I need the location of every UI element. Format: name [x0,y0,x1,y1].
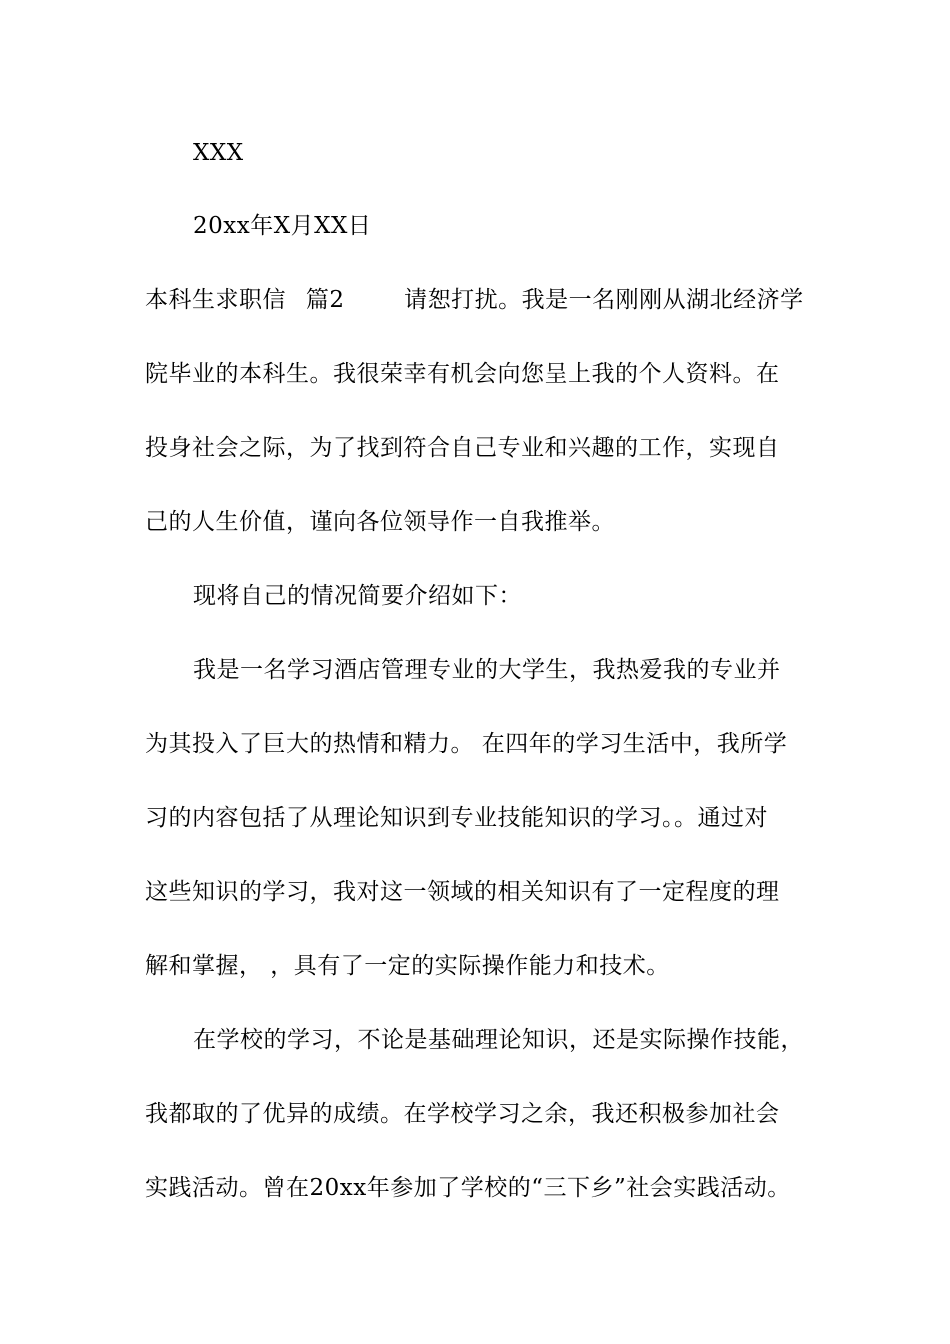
paragraph-line: 己的人生价值，谨向各位领导作一自我推举。 [145,509,615,535]
section-heading-line [145,285,804,315]
section-title: 本科生求职信 [145,287,286,313]
paragraph-line: 在学校的学习，不论是基础理论知识，还是实际操作技能， [193,1027,804,1053]
paragraph-line: 为其投入了巨大的热情和精力。 在四年的学习生活中，我所学 [145,731,788,757]
paragraph-line: 我都取的了优异的成绩。在学校学习之余，我还积极参加社会 [145,1101,780,1127]
section-number: 篇2 [305,287,345,313]
paragraph-line: 解和掌握， ，具有了一定的实际操作能力和技术。 [145,953,670,979]
letter-date: 20xx年X月XX日 [193,213,372,239]
paragraph-line: 我是一名学习酒店管理专业的大学生，我热爱我的专业并 [193,657,781,683]
signature-name: XXX [193,140,244,166]
paragraph-line: 习的内容包括了从理论知识到专业技能知识的学习。。通过对 [145,805,768,831]
paragraph-text: 请恕打扰。我是一名刚刚从湖北经济学 [404,287,804,313]
paragraph-line: 这些知识的学习，我对这一领域的相关知识有了一定程度的理 [145,879,780,905]
paragraph-line: 实践活动。曾在20xx年参加了学校的“三下乡”社会实践活动。 [145,1175,791,1201]
paragraph-line: 投身社会之际，为了找到符合自己专业和兴趣的工作，实现自 [145,435,780,461]
paragraph-line: 现将自己的情况简要介绍如下： [193,583,522,609]
paragraph-line: 院毕业的本科生。我很荣幸有机会向您呈上我的个人资料。在 [145,361,780,387]
